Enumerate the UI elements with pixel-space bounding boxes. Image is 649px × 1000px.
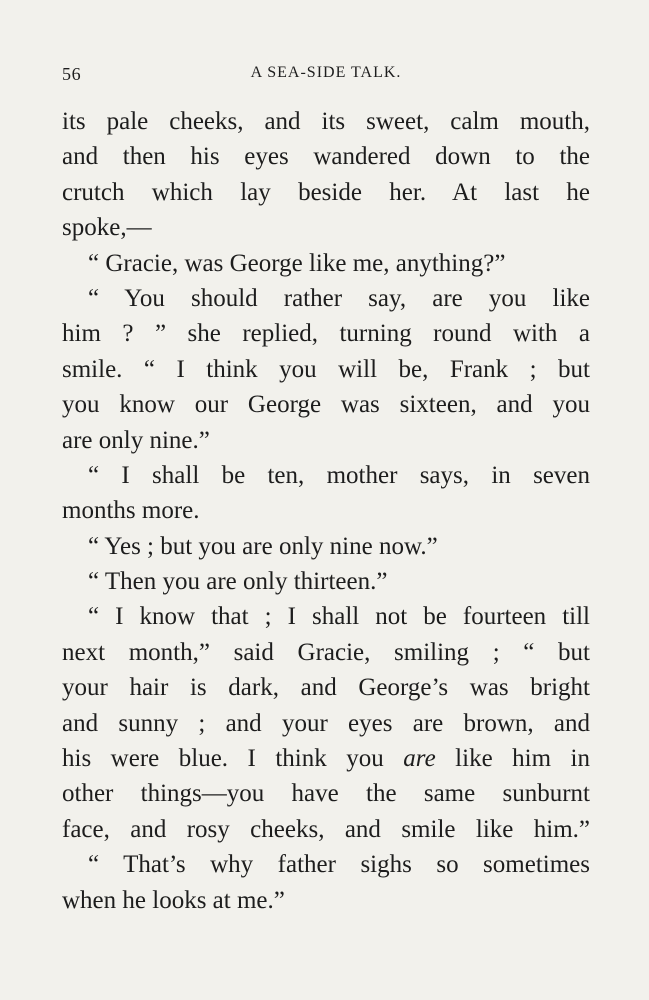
text-line: you know our George was sixteen, and you (62, 391, 590, 419)
text-line (62, 741, 590, 776)
page-header (62, 64, 590, 88)
italic-word: are (403, 745, 436, 773)
text-span: his were blue. I think you (62, 745, 404, 773)
text-line: next month,” said Gracie, smiling ; “ but (62, 638, 590, 666)
text-line: “ I shall be ten, mother says, in seven (88, 461, 590, 489)
text-line: “ Gracie, was George like me, anything?” (88, 249, 506, 277)
text-line: other things—you have the same sunburnt (62, 780, 590, 808)
text-line: spoke,— (62, 214, 152, 242)
text-line: smile. “ I think you will be, Frank ; but (62, 355, 590, 383)
text-line: its pale cheeks, and its sweet, calm mouth, (62, 108, 590, 135)
page-number: 56 (62, 64, 82, 84)
text-span: like him in (435, 745, 590, 773)
text-line: and sunny ; and your eyes are brown, and (62, 709, 590, 737)
text-line: face, and rosy cheeks, and smile like him.” (62, 815, 590, 843)
text-line: crutch which lay beside her. At last he (62, 178, 590, 206)
text-line: “ You should rather say, are you like (88, 284, 590, 312)
text-line: and then his eyes wandered down to the (62, 143, 590, 171)
text-line: “ Yes ; but you are only nine now.” (88, 532, 438, 560)
text-line: are only nine.” (62, 426, 210, 454)
text-line: your hair is dark, and George’s was bright (62, 674, 590, 702)
body-text (62, 104, 590, 918)
text-line: when he looks at me.” (62, 886, 285, 914)
text-line: him ? ” she replied, turning round with a (62, 320, 590, 348)
text-line: “ I know that ; I shall not be fourteen till (88, 603, 590, 631)
text-line: “ That’s why father sighs so sometimes (88, 851, 590, 879)
running-title: A SEA-SIDE TALK. (250, 64, 402, 81)
text-line: “ Then you are only thirteen.” (88, 568, 388, 596)
text-line: months more. (62, 497, 200, 525)
